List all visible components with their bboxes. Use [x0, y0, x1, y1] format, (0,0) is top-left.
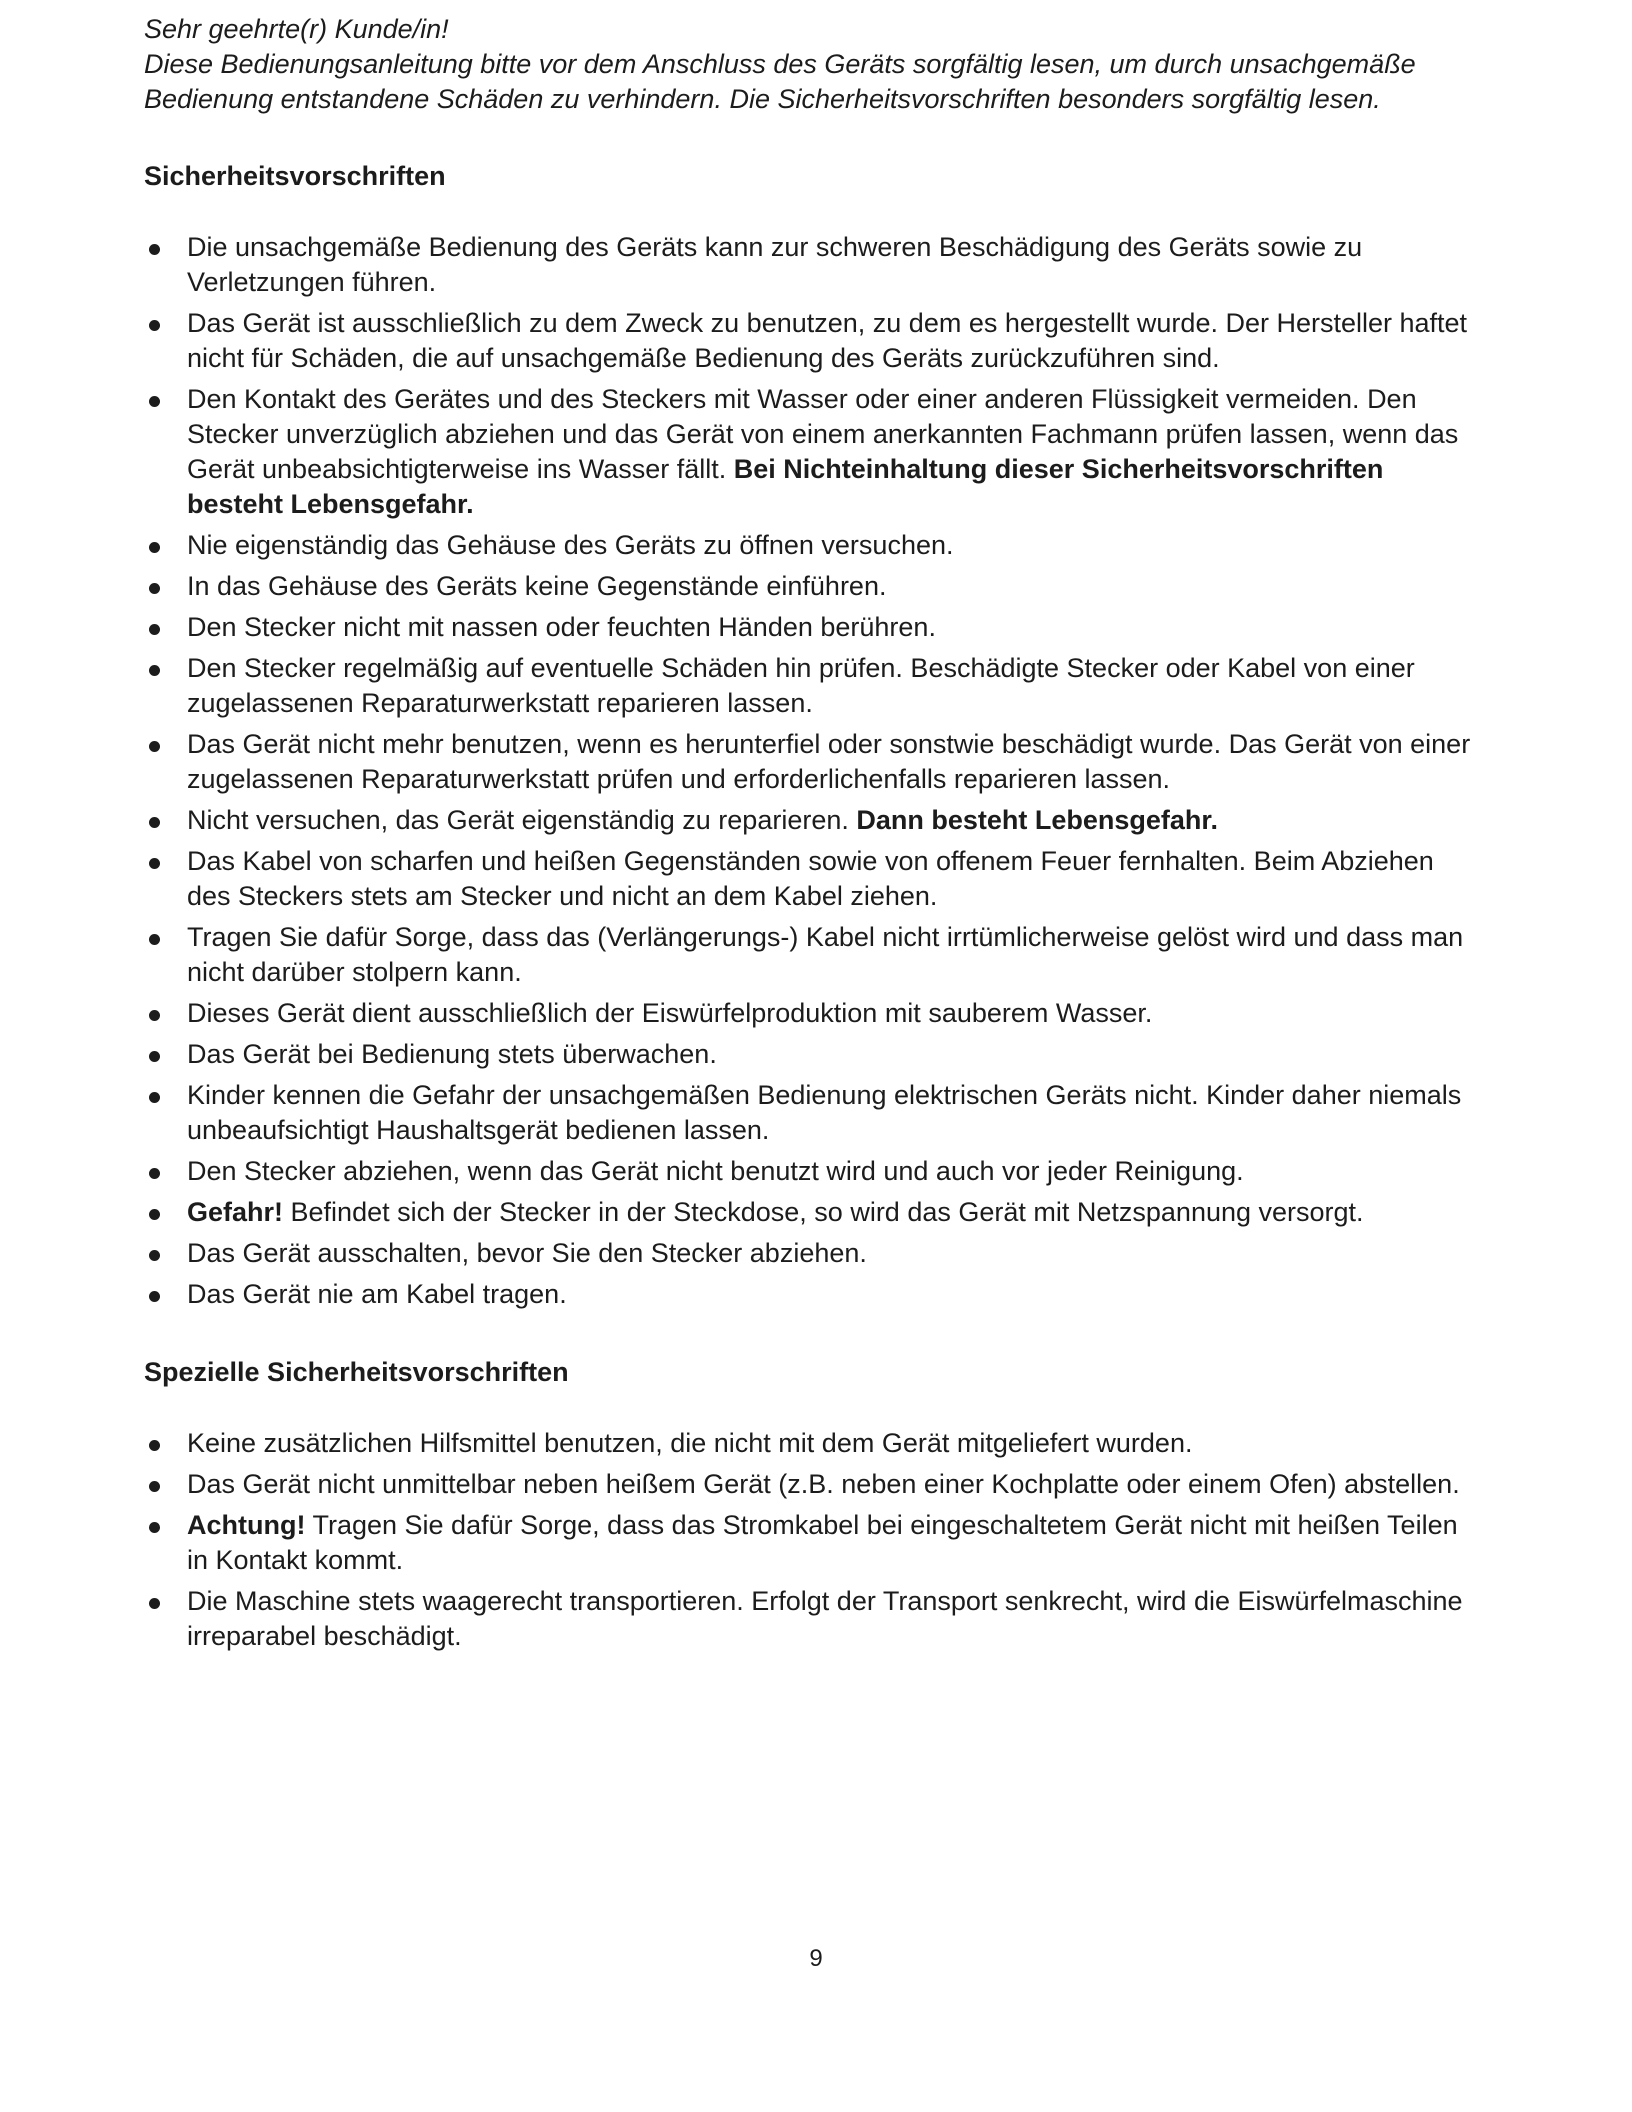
- list-item: [144, 1236, 1484, 1271]
- safety-rules-list: [144, 230, 1484, 1312]
- item-text: Nie eigenständig das Gehäuse des Geräts zu öffnen versuchen.: [187, 530, 954, 560]
- manual-page: [144, 12, 1484, 1660]
- list-item: [144, 920, 1484, 990]
- item-text: Das Gerät nicht mehr benutzen, wenn es herunterfiel oder sonstwie beschädigt wurde. Das Gerät von einer zugelassenen Reparaturwerkstatt prüfen und erforderlichenfalls reparieren lassen.: [187, 729, 1471, 794]
- list-item: [144, 1584, 1484, 1654]
- salutation: Sehr geehrte(r) Kunde/in!: [144, 14, 449, 44]
- list-item: [144, 1195, 1484, 1230]
- bullet-icon: [149, 1481, 160, 1492]
- section-title-special-safety: Spezielle Sicherheitsvorschriften: [144, 1357, 569, 1387]
- list-item: [144, 1037, 1484, 1072]
- list-item: [144, 528, 1484, 563]
- item-text: Dieses Gerät dient ausschließlich der Eiswürfelproduktion mit sauberem Wasser.: [187, 998, 1153, 1028]
- emphasis-text: Gefahr!: [187, 1197, 284, 1227]
- item-text: Die unsachgemäße Bedienung des Geräts kann zur schweren Beschädigung des Geräts sowie zu Verletzungen führen.: [187, 232, 1363, 297]
- bullet-icon: [149, 624, 160, 635]
- list-item: [144, 1277, 1484, 1312]
- bullet-icon: [149, 244, 160, 255]
- item-text: Befindet sich der Stecker in der Steckdose, so wird das Gerät mit Netzspannung versorgt.: [283, 1197, 1364, 1227]
- item-text: Tragen Sie dafür Sorge, dass das Stromkabel bei eingeschaltetem Gerät nicht mit heißen Teilen in Kontakt kommt.: [187, 1510, 1458, 1575]
- bullet-icon: [149, 1440, 160, 1451]
- item-text: Das Gerät nie am Kabel tragen.: [187, 1279, 567, 1309]
- list-item: [144, 610, 1484, 645]
- item-text: Den Stecker nicht mit nassen oder feuchten Händen berühren.: [187, 612, 936, 642]
- intro-paragraph: Diese Bedienungsanleitung bitte vor dem Anschluss des Geräts sorgfältig lesen, um durch unsachgemäße Bedienung entstandene Schäden zu verhindern. Die Sicherheitsvorschriften besonders sorgfältig lesen.: [144, 49, 1416, 114]
- bullet-icon: [149, 1051, 160, 1062]
- item-text: Das Gerät bei Bedienung stets überwachen.: [187, 1039, 717, 1069]
- emphasis-text: Achtung!: [187, 1510, 306, 1540]
- bullet-icon: [149, 583, 160, 594]
- bullet-icon: [149, 1168, 160, 1179]
- list-item: [144, 727, 1484, 797]
- list-item: [144, 1078, 1484, 1148]
- item-text: Das Gerät ausschalten, bevor Sie den Stecker abziehen.: [187, 1238, 867, 1268]
- item-text: Keine zusätzlichen Hilfsmittel benutzen, die nicht mit dem Gerät mitgeliefert wurden.: [187, 1428, 1193, 1458]
- bullet-icon: [149, 1291, 160, 1302]
- list-item: [144, 1467, 1484, 1502]
- bullet-icon: [149, 1092, 160, 1103]
- list-item: [144, 651, 1484, 721]
- list-item: [144, 803, 1484, 838]
- bullet-icon: [149, 665, 160, 676]
- bullet-icon: [149, 1209, 160, 1220]
- bullet-icon: [149, 320, 160, 331]
- bullet-icon: [149, 542, 160, 553]
- list-item: [144, 569, 1484, 604]
- list-item: [144, 382, 1484, 522]
- emphasis-text: Dann besteht Lebensgefahr.: [856, 805, 1218, 835]
- bullet-icon: [149, 1250, 160, 1261]
- item-text: Das Gerät nicht unmittelbar neben heißem Gerät (z.B. neben einer Kochplatte oder einem Ofen) abstellen.: [187, 1469, 1460, 1499]
- bullet-icon: [149, 1010, 160, 1021]
- item-text: In das Gehäuse des Geräts keine Gegenstände einführen.: [187, 571, 887, 601]
- bullet-icon: [149, 817, 160, 828]
- item-text: Das Kabel von scharfen und heißen Gegenständen sowie von offenem Feuer fernhalten. Beim Abziehen des Steckers stets am Stecker und nicht an dem Kabel ziehen.: [187, 846, 1434, 911]
- list-item: [144, 996, 1484, 1031]
- list-item: [144, 306, 1484, 376]
- section-title-safety: Sicherheitsvorschriften: [144, 161, 446, 191]
- bullet-icon: [149, 741, 160, 752]
- item-text: Den Stecker regelmäßig auf eventuelle Schäden hin prüfen. Beschädigte Stecker oder Kabel von einer zugelassenen Reparaturwerkstatt reparieren lassen.: [187, 653, 1415, 718]
- item-text: Den Kontakt des Gerätes und des Steckers mit Wasser oder einer anderen Flüssigkeit vermeiden. Den Stecker unverzüglich abziehen und das Gerät von einem anerkannten Fachmann prüfen lassen, wenn das Gerät unbeabsichtigterweise ins Wasser fällt.: [187, 384, 1459, 484]
- list-item: [144, 1154, 1484, 1189]
- item-text: Das Gerät ist ausschließlich zu dem Zweck zu benutzen, zu dem es hergestellt wurde. Der Hersteller haftet nicht für Schäden, die auf unsachgemäße Bedienung des Geräts zurückzuführen sind.: [187, 308, 1468, 373]
- bullet-icon: [149, 858, 160, 869]
- page-number: 9: [809, 1945, 823, 1972]
- bullet-icon: [149, 1522, 160, 1533]
- intro-block: [144, 12, 1484, 117]
- bullet-icon: [149, 934, 160, 945]
- list-item: [144, 1426, 1484, 1461]
- item-text: Nicht versuchen, das Gerät eigenständig zu reparieren.: [187, 805, 857, 835]
- emphasis-text: Bei Nichteinhaltung dieser Sicherheitsvorschriften besteht Lebensgefahr.: [187, 454, 1384, 519]
- list-item: [144, 230, 1484, 300]
- special-safety-rules-list: [144, 1426, 1484, 1654]
- item-text: Kinder kennen die Gefahr der unsachgemäßen Bedienung elektrischen Geräts nicht. Kinder daher niemals unbeaufsichtigt Haushaltsgerät bedienen lassen.: [187, 1080, 1462, 1145]
- list-item: [144, 844, 1484, 914]
- bullet-icon: [149, 1598, 160, 1609]
- bullet-icon: [149, 396, 160, 407]
- item-text: Den Stecker abziehen, wenn das Gerät nicht benutzt wird und auch vor jeder Reinigung.: [187, 1156, 1244, 1186]
- list-item: [144, 1508, 1484, 1578]
- item-text: Tragen Sie dafür Sorge, dass das (Verlängerungs-) Kabel nicht irrtümlicherweise gelöst wird und dass man nicht darüber stolpern kann.: [187, 922, 1464, 987]
- item-text: Die Maschine stets waagerecht transportieren. Erfolgt der Transport senkrecht, wird die Eiswürfelmaschine irreparabel beschädigt.: [187, 1586, 1463, 1651]
